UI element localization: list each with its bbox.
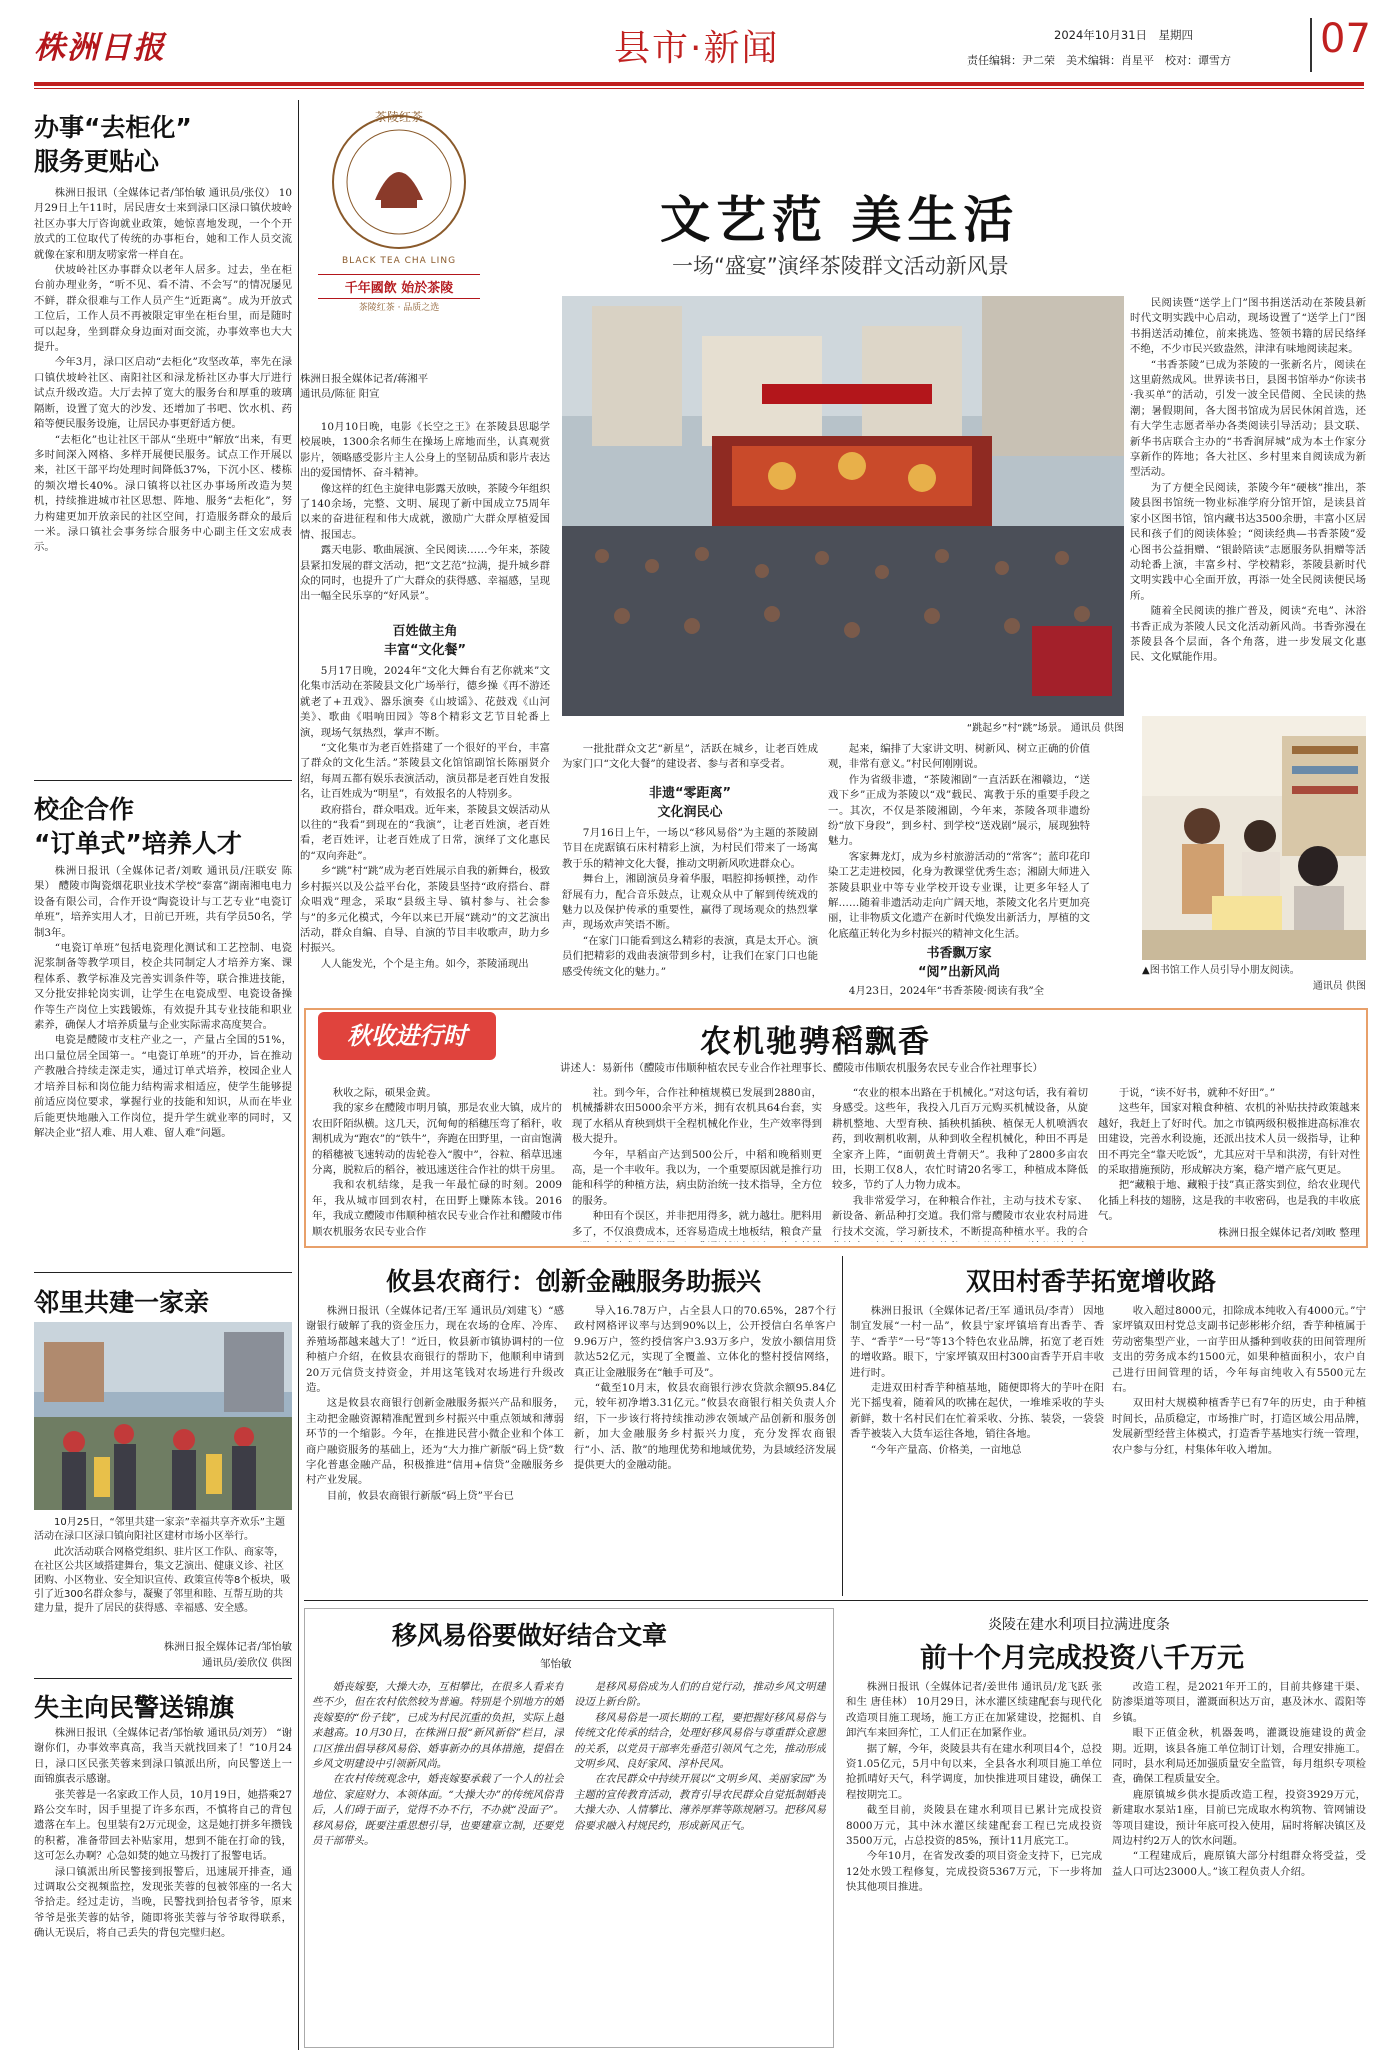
- tea-slogan: 千年國飲 始於茶陵: [318, 274, 480, 299]
- feature-subhead-2: 非遗“零距离” 文化润民心: [648, 786, 732, 820]
- feature-main-photo: [562, 296, 1124, 716]
- farm-credit: 株洲日报全媒体记者/刘畋 整理: [1218, 1227, 1360, 1239]
- issue-date: 2024年10月31日 星期四: [1054, 28, 1194, 42]
- left-column: [34, 100, 292, 2050]
- feature-photo-caption: “跳起乡”村“跳”场景。 通讯员 供图: [966, 723, 1124, 734]
- divider: [34, 780, 292, 781]
- article-title: 失主向民警送锦旗: [34, 1693, 235, 1722]
- farm-col3: “农业的根本出路在于机械化。”对这句话，我有着切身感受。这些年，我投入几百万元购买机械设备，从旋耕机整地、大型育秧、插秧机插秧、植保无人机喷洒农药，到收割机收割，从种到收全程机械化，种田不再是全家齐上阵，“面朝黄土背朝天”。我种了2800多亩农田，长期工仅8人，农忙时请20名零工，种植成本降低较多，节约了人力物力成本。 我非常爱学习，在种粮合作社，主动与技术专家、新设备、新品种打交道。我们常与醴陵市农业农村局进行技术交流，学习新技术，不断提高种植水平。我的合: [832, 1087, 1088, 1238]
- photo-credit: 通讯员/姜欣仪 供图: [202, 1657, 292, 1669]
- divider: [304, 1600, 1368, 1601]
- feature-col3b: 4月23日，2024年“书香茶陵·阅读有我”全: [848, 985, 1045, 997]
- article-title-line1: 办事“去柜化”: [34, 113, 192, 142]
- community-event-photo: [34, 1322, 292, 1510]
- feature-subhead-3: 书香飘万家 “阅”出新风尚: [917, 946, 1001, 980]
- library-reading-image: [1142, 716, 1366, 960]
- article-body: 株洲日报讯（全媒体记者/邹怡敏 通讯员/刘芳） “谢谢你们，办事效率真高，我当天就找回来了！”10月24日，渌口区民张芙蓉来到渌口镇派出所，向民警送上一面锦旗表示感谢。 张芙蓉是一名家政工作人员，10月19日，她搭乘27路公交车时，因手里提了许多东西，不慎将自己的背包遗落在车上。包里装有2万元现金，这是她打拼多年攒钱的积蓄，准备带回去补贴家用，想到不能在打命的钱，这可怎么办啊？心急如焚的她立马拨打了报警电话。 渌口镇派出所民警接到报警后，迅速展开排查，通过调取公交视频监控，发现张芙蓉的包被邻座的一名大爷拾走。经过走访，当晚，民警找到拾包者爷爷，原来爷爷是张芙蓉的姑爷，随即将张芙蓉与爷爷取得联系，确认无误后，将自己丢失的背包完璧归赵。: [34, 1727, 292, 1940]
- editor-credits: 责任编辑：尹二荣 美术编辑：肖星平 校对：谭雪方: [967, 54, 1231, 67]
- library-photo-credit: 通讯员 供图: [1312, 981, 1366, 992]
- feature-col1: 10月10日晚，电影《长空之王》在茶陵县思聪学校展映，1300余名师生在操场上席地而坐，认真观赏影片，领略感受影片主人公身上的坚韧品质和影片表达出的爱国情怀、奋斗精神。 像这样的红色主旋律电影露天放映，茶陵今年组织了140余场，完整、文明、展现了新中国成立75周年以来的奋进征程和伟大成就，激励广大群众厚植爱国情、报国志。 露天电影、歌曲展演、全民阅读……今年来，茶陵县紧扣发展的群文活动，把“文艺范”拉满，提升城乡群众的同时，也提升了广大群众的获得感、幸福感，呈现出一幅全民乐享的“好风景”。: [300, 421, 550, 603]
- water-kicker: 炎陵在建水利项目拉满进度条: [988, 1617, 1170, 1633]
- taro-col1: 株洲日报讯（全媒体记者/王军 通讯员/李青） 因地制宜发展“一村一品”，攸县宁家坪镇培育出香芋、香芋、“香芋”一号”等13个特色农业品牌，拓宽了老百姓的增收路。眼下，宁家坪镇双田村300亩香芋开启丰收进行时。 走进双田村香芋种植基地，随便即将大的芋叶在阳光下摇曳着，随着风的吹拂在起伏，一堆堆采收的芋头新鲜，数十名村民们在忙着采收、分拣、装袋，一袋袋香芋被装入大货车运往各地，销往各地。 “今年产量高、价格美，一亩地总: [850, 1305, 1104, 1456]
- tea-slogan-sub: 茶陵红茶 · 品质之选: [358, 303, 440, 313]
- tea-logo-icon: [319, 104, 479, 254]
- farm-speaker: 讲述人：易新伟（醴陵市伟顺种植农民专业合作社理事长、醴陵市伟顺农机服务农民专业合作社理事长）: [560, 1062, 1043, 1074]
- feature-col4: 民阅读暨“送学上门”图书捐送活动在茶陵县新时代文明实践中心启动，现场设置了“送学上门”图书捐送活动摊位，前来挑选、签领书籍的居民络绎不绝，不少市民兴致盎然，津津有味地阅读起来。 “书香茶陵”已成为茶陵的一张新名片，阅读在这里蔚然成风。世界读书日，县图书馆举办“你读书·我买单”的活动，引发一波全民借阅、全民读的热潮；暑假期间，各大图书馆成为居民休闲首选，还有大学生志愿者举办各类阅读引导活动；县文联、新华书店联合主办的“书香润屏城”成为本土作家分享新作的阵地；各大社区、乡村里来自阅读成为新型活动。 为了方便全民阅读，茶陵今年“硬核”推出，茶陵县图书馆统一物业标准学府分馆开馆，是读县首家小区图书馆，馆内藏书达3500余册，丰富小区居民和孩子们的阅读体验；“阅读经典—书香茶陵”爱心图书公益捐赠、“银龄陪读”志愿服务队捐赠等活动轮番上演，丰富乡村、学校精彩，茶陵县新时代文明实践中心全面开放，再添一处全民阅读便民场所。 随着全民阅读的推广普及，阅读“充电”、沐浴书香正成为茶陵人民文化活动新风尚。书香弥漫在茶陵县各个层面，各个角落，进一步发展文化惠民、文化赋能作用。: [1130, 297, 1366, 664]
- article-title-line2: “订单式”培养人才: [34, 829, 242, 858]
- community-event-image: [34, 1322, 292, 1510]
- divider: [34, 1272, 292, 1273]
- library-photo: [1142, 716, 1366, 960]
- feature-headline: 文艺范 美生活: [660, 191, 1020, 249]
- article-title-line1: 校企合作: [34, 795, 135, 824]
- feature-col2b: 7月16日上午，一场以“移风易俗”为主题的茶陵剧节目在虎踞镇石床村精彩上演，为村民们带来了一场寓教于乐的精神文化大餐，推动文明新风吹进群众心。 舞台上，湘剧演员身着华服，唱腔抑扬顿挫，动作舒展有力，配合音乐鼓点，让观众从中了解到传统戏的魅力以及保护传承的重要性，赢得了现场观众的热烈掌声，现场欢声笑语不断。 “在家门口能看到这么精彩的表演，真是太开心。演员们把精彩的戏曲表演带到乡村，让我们在家门口也能感受传统文化的魅力。”: [562, 827, 818, 978]
- tea-logo-subtext: BLACK TEA CHA LING: [341, 256, 457, 266]
- masthead-rule: [34, 82, 1364, 86]
- feature-col3: 起来，编排了大家讲文明、树新风、树立正确的价值观，非常有意义。”村民何刚刚说。 作为省级非遗，“茶陵湘剧”一直活跃在湘赣边，“送戏下乡”正成为茶陵以“戏”载民、寓教于乐的重要手段之一。其次，不仅是茶陵湘剧，今年来，茶陵各项非遗纷纷“放下身段”，到乡村、到学校“送戏剧”展示，展现独特魅力。 客家舞龙灯，成为乡村旅游活动的“常客”；蓝印花印染工艺走进校园，化身为教课堂优秀生态；湘剧大师进入茶陵县职业中等专业学校开设专业课，让更多年轻人了解……随着非遗活动走向广阔天地，茶陵文化名片更加亮丽，让非物质文化遗产在新时代焕发出新活力，厚植的文化底蕴正转化为乡村振兴的精神文化生活。: [828, 743, 1090, 940]
- article-body: 株洲日报讯（全媒体记者/刘畋 通讯员/汪联安 陈果） 醴陵市陶瓷烟花职业技术学校“泰富”湖南湘电电力设备有限公司，合作开设“陶瓷设计与工艺专业“电瓷订单班”，培养实用人才，日前已开班，共有学员50名，学制3年。 “电瓷订单班”包括电瓷理化测试和工艺控制、电瓷泥浆制备等教学项目，校企共同制定人才培养方案、课程体系、教学标准及完善实训条件等，联合推进技能，又分批安排轮岗实训，让学生在电瓷成型、电瓷设备操作等生产岗位上实践锻炼，有效提升其专业技能和职业素养，确保人才培养质量与企业实际需求高度契合。 电瓷是醴陵市支柱产业之一，产量占全国的51%，出口量位居全国第一。“电瓷订单班”的开办，旨在推动产教融合持续走深走实，通过订单式培养，校园企业人才培养目标和岗位能力结构需求相适应，使学生能够提前适应岗位要求，掌握行业的技能和知识，从而在毕业后能更快地融入工作岗位，提升学生就业率的同时，又解决企业“招人难、用人难、留人难”问题。: [34, 865, 292, 1139]
- article-body: 株洲日报讯（全媒体记者/邹怡敏 通讯员/张仪） 10月29日上午11时，居民唐女士来到渌口区渌口镇伏坡岭社区办事大厅咨询就业政策，她惊喜地发现，一个个开放式的工位取代了传统的办事柜台，她和工作人员交流就像在家和朋友唠家常一样自在。 伏坡岭社区办事群众以老年人居多。过去，坐在柜台前办理业务，“听不见、看不清、不会写”的情况屡见不鲜，群众很难与工作人员产生“近距离”。成为开放式工位后，工作人员不再被限定审坐在柜台里，而是随时可以起身，坐到群众身边面对面交流，办事效率也大大提升。 今年3月，渌口区启动“去柜化”攻坚改革，率先在渌口镇伏坡岭社区、南阳社区和渌龙桥社区办事大厅进行试点升级改造。大厅去掉了宽大的服务台和厚重的玻璃隔断，设置了宽大的沙发、还增加了书吧、饮水机、药箱等便民服务设施，让居民办事更舒适方便。 “去柜化”也让社区干部从“坐班中”解放“出来，有更多时间深入网格、多样开展便民服务。试点工作开展以来，社区干部平均处理时间降低37%，下沉小区、楼栋的频次增长40%。渌口镇将以社区办事场所改造为契机，持续推进城市社区思想、阵地、服务“去柜化”，努力构建更加开放亲民的社区空间，打造服务群众的最后一米。渌口镇社会事务综合服务中心副主任文宏成表示。: [34, 187, 292, 554]
- farm-col4: 于说，“读不好书，就种不好田”。” 这些年，国家对粮食种植、农机的补贴扶持政策越来越好，我赶上了好时代。加之市镇两级积极推进高标准农田建设，完善水利设施，还派出技术人员一级指导，让种田不再完全“靠天吃饭”，尤其应对干旱和洪涝，有针对性的采取措施预防，形成解决方案，稳产增产底气更足。 把“藏粮于地、藏粮于技”真正落实到位，给农业现代化插上科技的翅膀，这是我的丰收密码，也是我的丰收底气。: [1098, 1087, 1360, 1223]
- masthead: [0, 0, 1393, 100]
- masthead-rule-thin: [34, 88, 1364, 89]
- harvest-badge: 秋收进行时: [318, 1012, 496, 1060]
- commentary-col2: 是移风易俗成为人们的自觉行动，推动乡风文明建设迈上新台阶。 移风易俗是一项长期的工程，要把握好移风易俗与传统文化传承的结合，处理好移风易俗与尊重群众意愿的关系，以党员干部率先垂范引领风气之先，推动形成文明乡风、良好家风、淳朴民风。 在农民群众中持续开展以“文明乡风、美丽家园”为主题的宣传教育活动，教育引导农民群众自觉抵制婚丧大操大办、人情攀比、薄养厚葬等陈规陋习。把移风易俗要求融入村规民约，形成新风正气。: [574, 1681, 826, 1832]
- tea-brand-ad: [308, 104, 490, 324]
- photo-story-title: 邻里共建一家亲: [34, 1288, 210, 1317]
- article-title-line2: 服务更贴心: [34, 147, 160, 176]
- photo-credit: 株洲日报全媒体记者/邹怡敏: [163, 1641, 292, 1653]
- taro-col2: 收入超过8000元，扣除成本纯收入有4000元。”宁家坪镇双田村党总支副书记彭彬彬介绍，香芋种植属于劳动密集型产业，一亩芋田从播种到收获的田间管理所支出的劳务成本约1500元，如果种植面积小，农户自己进行田间管理的话，今年每亩纯收入有5500元左右。 双田村大规模种植香芋已有7年的历史，由于种植时间长，品质稳定，市场推广时，打造区域公用品牌，发展新型经营主体模式，打造香芋基地实行统一管理，农户参与分红，村集体年收入增加。: [1112, 1305, 1366, 1456]
- farm-headline: 农机驰骋稻飘香: [700, 1024, 931, 1060]
- bank-col1: 株洲日报讯（全媒体记者/王军 通讯员/刘建飞）“感谢银行破解了我的资金压力，现在农场的仓库、冷库、养殖场都越来越大了！”近日，攸县新市镇协调村的一位种植户介绍，在攸县农商银行的帮助下，他顺利申请到20万元信贷支持资金，并用这笔钱对农场进行升级改造。 这是攸县农商银行创新金融服务振兴产品和服务，主动把金融资源精准配置到乡村振兴中重点领域和薄弱环节的一个缩影。今年，在推进民营小微企业和个体工商户融资服务的基础上，还为“大力推广新版“码上贷”数字化普惠金融产品，积极推进“信用+信贷”金融服务乡村产业发展。 目前，攸县农商银行新版“码上贷”平台已: [306, 1305, 564, 1502]
- divider: [34, 1678, 292, 1679]
- water-headline: 前十个月完成投资八千万元: [920, 1643, 1244, 1674]
- tea-logo-text: 茶陵红茶: [374, 110, 423, 124]
- festival-crowd-image: [562, 296, 1124, 716]
- feature-subhead-1: 百姓做主角 丰富“文化餐”: [383, 624, 467, 658]
- photo-caption-detail: 此次活动联合网格党组织、驻片区工作队、商家等，在社区公共区域搭建舞台，集文艺演出、健康义诊、社区团购、小区物业、安全知识宣传、政策宣传等8个板块，吸引了近300名群众参与，凝聚了邻里和睦、互帮互助的共建力量，提升了居民的获得感、幸福感、安全感。: [34, 1547, 291, 1614]
- commentary-col1: 婚丧嫁娶，大操大办，互相攀比，在很多人看来有些不少，但在农村依然较为普遍。特别是个别地方的婚丧嫁娶的“份子钱”，已成为村民沉重的负担，实际上越来越高。10月30日，在株洲日报“新风新俗”栏目，渌口区推出倡导移风易俗、婚事新办的具体措施，提倡在乡风文明建设中引领新风尚。 在农村传统观念中，婚丧嫁娶承载了一个人的社会地位、家庭财力、本领体面。“大操大办”的传统风俗背后，人们碍于面子，觉得不办不行，不办就“没面子”。移风易俗，既要注重思想引导，也要建章立制，还要党员干部带头。: [312, 1681, 564, 1848]
- column-rule: [842, 1256, 843, 1596]
- taro-headline: 双田村香芋拓宽增收路: [966, 1267, 1217, 1296]
- page-number: 07: [1320, 16, 1371, 62]
- commentary-author: 邹怡敏: [540, 1658, 572, 1670]
- page-divider: [1310, 18, 1312, 72]
- photo-caption: 10月25日，“邻里共建一家亲”幸福共享齐欢乐”主题活动在渌口区渌口镇向阳社区建材市场小区举行。: [34, 1517, 285, 1542]
- section-title: 县市·新闻: [614, 28, 780, 69]
- feature-subhead: 一场“盛宴”演绎茶陵群文活动新风景: [672, 254, 1009, 278]
- commentary-headline: 移风易俗要做好结合文章: [392, 1621, 668, 1650]
- farm-col1: 秋收之际，硕果金黄。 我的家乡在醴陵市明月镇，那是农业大镇，成片的农田阡陌纵横。这几天，沉甸甸的稻穗压弯了稻秆，收割机成为“跑农”的“铁牛”，奔跑在田野里，一亩亩饱满的稻穗被飞速转动的齿轮卷入“腹中”，谷粒、稻草迅速分离，脱粒后的稻谷，被迅速送往合作社的烘干房里。 我和农机结缘，是我一年最忙碌的时刻。2009年，我从城市回到农村，在田野上赚陈本钱。2016年，我成立醴陵市伟顺种植农民专业合作社和醴陵市伟顺农机服务农民专业合作: [312, 1087, 562, 1238]
- water-col2: 改造工程，是2021年开工的，目前共修建干渠、防渗渠道等项目，灌溉面积达万亩，惠及沐水、霞阳等乡镇。 眼下正值金秋，机器轰鸣，灌溉设施建设的黄金期。近期，该县各施工单位制订计划，合理安排施工。同时，县水利局还加强质量安全监管，每月组织专项检查，确保工程质量安全。 鹿原镇城乡供水提质改造工程，投资3929万元，新建取水泵站1座，目前已完成取水构筑物、管网铺设等项目建设，预计年底可投入使用，届时将解决镇区及周边村约2万人的饮水问题。 “工程建成后，鹿原镇大部分村组群众将受益，受益人口可达23000人。”该工程负责人介绍。: [1112, 1681, 1366, 1878]
- newspaper-logo: 株洲日报: [34, 30, 166, 66]
- bank-col2: 导入16.78万户，占全县人口的70.65%，287个行政村网格评议率与达到90%以上，公开授信白名单客户9.96万户，签约授信客户3.93万多户，发放小额信用贷款达52亿元，实现了全覆盖、立体化的整村授信网络，真正让金融服务在“触手可及”。 “截至10月末，攸县农商银行涉农贷款余额95.84亿元，较年初净增3.31亿元。”攸县农商银行相关负责人介绍，下一步该行将持续推动涉农领域产品创新和服务创新，加大金融服务乡村振兴力度，充分发挥农商银行“小、活、散”的地理优势和地域优势，为县域经济发展提供更大的金融动能。: [574, 1305, 836, 1472]
- water-col1: 株洲日报讯（全媒体记者/姜世伟 通讯员/龙飞跃 张和生 唐佳林） 10月29日，沐水灌区续建配套与现代化改造项目施工现场，施工方正在加紧建设，挖掘机、自卸汽车来回奔忙，工人们正在加紧作业。 据了解，今年，炎陵县共有在建水利项目4个，总投资1.05亿元，5月中旬以来，全县各水利项目施工单位抢抓晴好天气，科学调度，加快推进项目建设，确保工程按期完工。 截至目前，炎陵县在建水利项目已累计完成投资8000万元，其中沐水灌区续建配套工程已完成投资3500万元，占总投资的85%，预计11月底完工。 今年10月，在省发改委的项目资金支持下，已完成12处水毁工程修复，完成投资5367万元，下一步将加快其他项目推进。: [846, 1681, 1102, 1894]
- feature-col1b: 5月17日晚，2024年“文化大舞台有艺你就来”文化集市活动在茶陵县文化广场举行，德乡操《再不游还就老了+丑戏》、器乐演奏《山坡谣》、花鼓戏《山河美》、歌曲《唱响田园》等8个精彩文艺节目轮番上演，现场气氛热烈，掌声不断。 “文化集市为老百姓搭建了一个很好的平台，丰富了群众的文化生活。”茶陵县文化馆馆副馆长陈丽贤介绍，每周五都有娱乐表演活动，演员都是老百姓自发报名，让百姓成为“明星”，有效报名的人特别多。 政府搭台，群众唱戏。近年来，茶陵县文娱活动从以往的“我看”到现在的“我演”，让老百姓演，老百姓看，老百姓评，让老百姓成了日常，演绎了文化惠民的“双向奔赴”。 乡“跳”村“跳”成为老百姓展示自我的新舞台，极致乡村振兴以及公益平台化，茶陵县坚持“政府搭台、群众唱戏”理念，采取“县级主导、镇村参与、社会参与”的多元化模式，今年以来已开展“跳动”的文艺演出活动，群众自编、自导、自演的节目丰收歌声，助力乡村振兴。 人人能发光，个个是主角。如今，茶陵涌现出: [300, 665, 550, 970]
- feature-col2: 一批批群众文艺“新星”，活跃在城乡，让老百姓成为家门口“文化大餐”的建设者、参与者和享受者。: [562, 743, 818, 771]
- library-photo-caption: ▲图书馆工作人员引导小朋友阅读。: [1142, 965, 1300, 976]
- feature-byline: 株洲日报全媒体记者/蒋湘平 通讯员/陈征 阳宣: [300, 373, 429, 401]
- bank-headline: 攸县农商行：创新金融服务助振兴: [386, 1267, 762, 1296]
- farm-col2: 社。到今年，合作社种植规模已发展到2880亩，机械播耕农田5000余平方米，拥有农机具64台套，实现了水稻从育秧到烘干全程机械化作业，生产效率得到极大提升。 今年，早稻亩产达到500公斤，中稻和晚稻则更高，是一个丰收年。我以为，一个重要原因就是推行功能和科学的种植方法，病虫防治统一技术指导，全方位的服务。 种田有个误区，并非把用得多，就力越壮。肥料用多了，不仅浪费成本，还容易造成土地板结，粮食产量: [572, 1087, 822, 1238]
- column-rule: [298, 100, 299, 2050]
